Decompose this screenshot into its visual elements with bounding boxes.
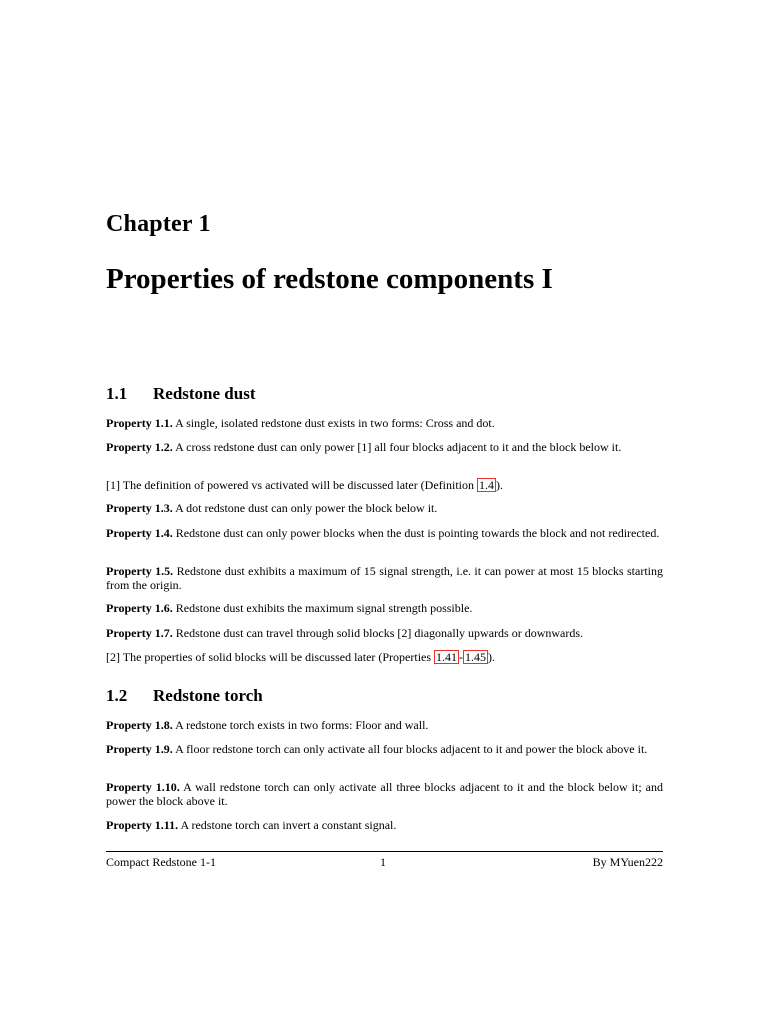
property-1-3	[106, 501, 663, 515]
property-lead: Property 1.1.	[106, 416, 173, 430]
chapter-title: Properties of redstone components I	[106, 263, 553, 295]
chapter-label: Chapter 1	[106, 211, 211, 237]
property-text: A cross redstone dust can only power [1] all four blocks adjacent to it and the block below it.	[175, 440, 622, 454]
footer-author: By MYuen222	[592, 855, 663, 869]
property-1-6	[106, 601, 663, 615]
property-lead: Property 1.2.	[106, 440, 173, 454]
property-text: Redstone dust can only power blocks when the dust is pointing towards the block and not redirected.	[175, 526, 660, 540]
property-lead: Property 1.5.	[106, 564, 174, 578]
property-lead: Property 1.7.	[106, 626, 173, 640]
note-end: ).	[496, 478, 504, 492]
property-1-7	[106, 626, 663, 640]
property-lead: Property 1.3.	[106, 501, 173, 515]
definition-link[interactable]: 1.4	[479, 478, 495, 492]
property-lead: Property 1.4.	[106, 526, 173, 540]
property-text: A single, isolated redstone dust exists in two forms: Cross and dot.	[175, 416, 495, 430]
property-lead: Property 1.10.	[106, 780, 180, 794]
section-title: Redstone torch	[153, 686, 263, 705]
footer-document-title: Compact Redstone 1-1	[106, 855, 216, 869]
section-heading-redstone-torch	[106, 685, 263, 707]
property-1-2	[106, 440, 663, 454]
property-text: A redstone torch can invert a constant signal.	[180, 818, 397, 832]
property-link-1-41[interactable]: 1.41	[436, 650, 458, 664]
property-text: A redstone torch exists in two forms: Floor and wall.	[175, 718, 429, 732]
property-text: A wall redstone torch can only activate all three blocks adjacent to it and the block below it; and power the block above it.	[106, 780, 663, 808]
document-page	[106, 0, 663, 1024]
property-text: Redstone dust can travel through solid blocks [2] diagonally upwards or downwards.	[175, 626, 584, 640]
page-number: 1	[380, 855, 386, 869]
property-1-9	[106, 742, 663, 756]
property-text: A floor redstone torch can only activate all four blocks adjacent to it and power the block above it.	[175, 742, 648, 756]
note-text: [2] The properties of solid blocks will be discussed later (Properties	[106, 650, 435, 664]
property-1-8	[106, 718, 663, 732]
property-lead: Property 1.6.	[106, 601, 173, 615]
range-separator: -	[459, 650, 464, 664]
property-lead: Property 1.8.	[106, 718, 173, 732]
property-lead: Property 1.11.	[106, 818, 179, 832]
property-1-1	[106, 416, 663, 430]
property-1-5	[106, 564, 663, 592]
section-title: Redstone dust	[153, 384, 256, 403]
property-1-11	[106, 818, 663, 832]
section-number: 1.2	[106, 686, 128, 705]
property-text: Redstone dust exhibits the maximum signal strength possible.	[175, 601, 473, 615]
footer-divider	[106, 851, 663, 852]
note-end: ).	[488, 650, 496, 664]
property-1-10	[106, 780, 663, 808]
section-number: 1.1	[106, 384, 128, 403]
property-text: A dot redstone dust can only power the block below it.	[175, 501, 438, 515]
property-lead: Property 1.9.	[106, 742, 173, 756]
section-heading-redstone-dust	[106, 383, 256, 405]
property-link-1-45[interactable]: 1.45	[465, 650, 487, 664]
note-text: [1] The definition of powered vs activated will be discussed later (Definition	[106, 478, 478, 492]
footnote-2	[106, 650, 663, 664]
footnote-1	[106, 478, 663, 492]
property-text: Redstone dust exhibits a maximum of 15 signal strength, i.e. it can power at most 15 blocks starting from the origin.	[106, 564, 664, 592]
property-1-4	[106, 526, 663, 540]
